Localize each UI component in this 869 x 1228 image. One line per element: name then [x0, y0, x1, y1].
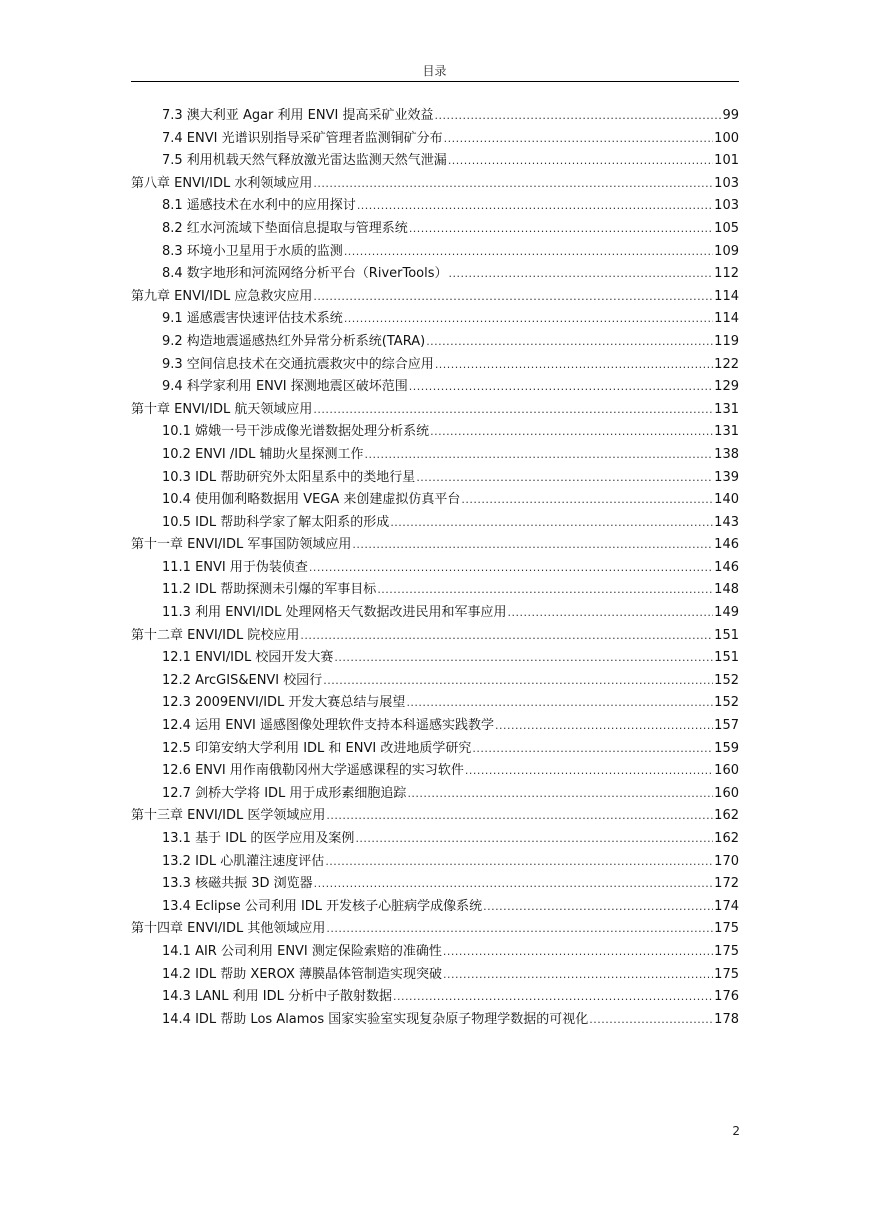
toc-section-entry[interactable]	[131, 940, 739, 963]
toc-section-entry[interactable]	[131, 714, 739, 737]
toc-entry-page: 122	[714, 356, 739, 372]
toc-dot-leader	[393, 990, 713, 1003]
toc-entry-title: 11.3 利用 ENVI/IDL 处理网格天气数据改进民用和军事应用	[162, 605, 507, 621]
toc-dot-leader	[465, 764, 713, 777]
toc-entry-title: 第十三章 ENVI/IDL 医学领域应用	[131, 808, 326, 824]
toc-chapter-entry[interactable]	[131, 624, 739, 647]
toc-entry-title: 第十二章 ENVI/IDL 院校应用	[131, 627, 300, 643]
toc-section-entry[interactable]	[131, 307, 739, 330]
toc-entry-title: 第十一章 ENVI/IDL 军事国防领域应用	[131, 537, 352, 553]
toc-entry-page: 148	[714, 582, 739, 598]
toc-entry-page: 143	[714, 514, 739, 530]
toc-entry-page: 146	[714, 537, 739, 553]
toc-dot-leader	[448, 154, 713, 167]
toc-section-entry[interactable]	[131, 330, 739, 353]
toc-entry-page: 152	[714, 672, 739, 688]
toc-section-entry[interactable]	[131, 420, 739, 443]
toc-section-entry[interactable]	[131, 375, 739, 398]
toc-entry-title: 第八章 ENVI/IDL 水利领域应用	[131, 175, 313, 191]
toc-chapter-entry[interactable]	[131, 533, 739, 556]
toc-entry-page: 151	[714, 627, 739, 643]
toc-section-entry[interactable]	[131, 240, 739, 263]
toc-entry-title: 9.2 构造地震遥感热红外异常分析系统(TARA)	[162, 333, 426, 349]
toc-dot-leader	[377, 583, 713, 596]
toc-dot-leader	[355, 832, 713, 845]
toc-dot-leader	[409, 222, 713, 235]
toc-entry-page: 175	[714, 966, 739, 982]
toc-entry-page: 157	[714, 718, 739, 734]
toc-dot-leader	[313, 290, 713, 303]
toc-section-entry[interactable]	[131, 556, 739, 579]
toc-entry-page: 162	[714, 831, 739, 846]
toc-dot-leader	[300, 629, 713, 642]
toc-section-entry[interactable]	[131, 963, 739, 986]
toc-entry-page: 174	[714, 898, 739, 914]
toc-dot-leader	[364, 448, 713, 461]
toc-entry-title: 8.4 数字地形和河流网络分析平台（RiverTools）	[162, 266, 448, 282]
toc-entry-page: 175	[714, 921, 739, 937]
toc-entry-title: 10.5 IDL 帮助科学家了解太阳系的形成	[162, 514, 390, 530]
toc-entry-page: 101	[714, 153, 739, 169]
toc-entry-title: 8.2 红水河流域下垫面信息提取与管理系统	[162, 220, 408, 236]
toc-dot-leader	[444, 132, 714, 145]
toc-entry-title: 第十章 ENVI/IDL 航天领域应用	[131, 401, 313, 417]
toc-entry-title: 13.1 基于 IDL 的医学应用及案例	[162, 831, 355, 846]
toc-entry-title: 第十四章 ENVI/IDL 其他领域应用	[131, 921, 326, 937]
toc-dot-leader	[313, 177, 713, 190]
toc-chapter-entry[interactable]	[131, 804, 739, 827]
toc-entry-page: 131	[714, 424, 739, 440]
toc-section-entry[interactable]	[131, 737, 739, 760]
toc-entry-page: 140	[714, 492, 739, 508]
toc-dot-leader	[443, 945, 713, 958]
toc-entry-page: 146	[714, 559, 739, 575]
toc-section-entry[interactable]	[131, 353, 739, 376]
toc-entry-page: 103	[714, 198, 739, 214]
toc-section-entry[interactable]	[131, 1008, 739, 1031]
toc-entry-title: 7.3 澳大利亚 Agar 利用 ENVI 提高采矿业效益	[162, 108, 434, 123]
toc-section-entry[interactable]	[131, 466, 739, 489]
toc-section-entry[interactable]	[131, 578, 739, 601]
toc-entry-page: 100	[714, 130, 739, 146]
toc-dot-leader	[472, 742, 713, 755]
toc-dot-leader	[434, 109, 721, 122]
toc-entry-title: 第九章 ENVI/IDL 应急救灾应用	[131, 288, 313, 304]
toc-dot-leader	[430, 425, 713, 438]
toc-entry-page: 152	[714, 695, 739, 711]
toc-dot-leader	[407, 787, 713, 800]
toc-dot-leader	[435, 358, 713, 371]
toc-dot-leader	[461, 493, 713, 506]
toc-entry-page: 138	[714, 446, 739, 462]
toc-entry-title: 11.1 ENVI 用于伪装侦查	[162, 559, 308, 575]
toc-entry-title: 12.2 ArcGIS&ENVI 校园行	[162, 672, 323, 688]
toc-dot-leader	[309, 561, 713, 574]
toc-dot-leader	[390, 516, 713, 529]
toc-entry-page: 129	[714, 379, 739, 395]
toc-dot-leader	[325, 855, 713, 868]
toc-dot-leader	[323, 674, 713, 687]
toc-entry-title: 13.2 IDL 心肌灌注速度评估	[162, 853, 325, 869]
toc-entry-title: 9.1 遥感震害快速评估技术系统	[162, 311, 343, 327]
toc-entry-page: 112	[714, 266, 739, 282]
toc-entry-page: 149	[714, 605, 739, 621]
toc-entry-page: 139	[714, 469, 739, 485]
toc-entry-title: 14.2 IDL 帮助 XEROX 薄膜晶体管制造实现突破	[162, 966, 443, 982]
toc-dot-leader	[344, 245, 713, 258]
toc-entry-title: 8.1 遥感技术在水利中的应用探讨	[162, 198, 356, 214]
toc-dot-leader	[495, 719, 713, 732]
toc-entry-title: 10.2 ENVI /IDL 辅助火星探测工作	[162, 446, 364, 462]
toc-entry-page: 162	[714, 808, 739, 824]
toc-dot-leader	[483, 900, 713, 913]
toc-section-entry[interactable]	[131, 691, 739, 714]
toc-entry-title: 10.1 嫦娥一号干涉成像光谱数据处理分析系统	[162, 424, 430, 440]
toc-section-entry[interactable]	[131, 127, 739, 150]
toc-entry-title: 14.4 IDL 帮助 Los Alamos 国家实验室实现复杂原子物理学数据的可视化	[162, 1011, 589, 1027]
page-number: 2	[732, 1124, 740, 1138]
toc-dot-leader	[334, 651, 713, 664]
toc-entry-title: 13.3 核磁共振 3D 浏览器	[162, 876, 313, 892]
toc-entry-page: 159	[714, 740, 739, 756]
toc-chapter-entry[interactable]	[131, 398, 739, 421]
toc-entry-page: 160	[714, 785, 739, 801]
toc-dot-leader	[449, 267, 714, 280]
toc-dot-leader	[314, 877, 714, 890]
toc-entry-title: 10.3 IDL 帮助研究外太阳星系中的类地行星	[162, 469, 416, 485]
toc-entry-page: 151	[714, 650, 739, 666]
toc-dot-leader	[344, 312, 713, 325]
toc-section-entry[interactable]	[131, 782, 739, 805]
header-title: 目录	[422, 64, 447, 78]
toc-entry-page: 105	[714, 220, 739, 236]
toc-entry-title: 12.1 ENVI/IDL 校园开发大赛	[162, 650, 334, 666]
toc-entry-page: 109	[714, 243, 739, 259]
toc-entry-page: 114	[714, 288, 739, 304]
toc-section-entry[interactable]	[131, 985, 739, 1008]
toc-chapter-entry[interactable]	[131, 917, 739, 940]
toc-chapter-entry[interactable]	[131, 285, 739, 308]
toc-section-entry[interactable]	[131, 217, 739, 240]
toc-entry-title: 13.4 Eclipse 公司利用 IDL 开发核子心脏病学成像系统	[162, 898, 483, 914]
toc-entry-page: 170	[714, 853, 739, 869]
toc-dot-leader	[406, 696, 713, 709]
toc-entry-page: 178	[714, 1011, 739, 1027]
toc-entry-page: 131	[714, 401, 739, 417]
toc-dot-leader	[352, 538, 713, 551]
toc-dot-leader	[426, 335, 713, 348]
toc-section-entry[interactable]	[131, 194, 739, 217]
toc-entry-title: 7.4 ENVI 光谱识别指导采矿管理者监测铜矿分布	[162, 130, 443, 146]
toc-dot-leader	[357, 199, 713, 212]
toc-section-entry[interactable]	[131, 104, 739, 127]
toc-section-entry[interactable]	[131, 149, 739, 172]
toc-dot-leader	[409, 380, 713, 393]
toc-dot-leader	[443, 968, 713, 981]
toc-section-entry[interactable]	[131, 759, 739, 782]
toc-chapter-entry[interactable]	[131, 172, 739, 195]
toc-entry-title: 14.3 LANL 利用 IDL 分析中子散射数据	[162, 989, 392, 1005]
toc-section-entry[interactable]	[131, 262, 739, 285]
toc-dot-leader	[416, 471, 713, 484]
toc-section-entry[interactable]	[131, 827, 739, 850]
toc-entry-title: 10.4 使用伽利略数据用 VEGA 来创建虚拟仿真平台	[162, 492, 461, 508]
toc-entry-page: 103	[714, 175, 739, 191]
toc-entry-title: 12.4 运用 ENVI 遥感图像处理软件支持本科遥感实践教学	[162, 718, 495, 734]
toc-section-entry[interactable]	[131, 488, 739, 511]
toc-section-entry[interactable]	[131, 646, 739, 669]
toc-entry-page: 172	[714, 876, 739, 892]
toc-entry-title: 9.4 科学家利用 ENVI 探测地震区破坏范围	[162, 379, 408, 395]
toc-dot-leader	[326, 809, 713, 822]
toc-entry-page: 175	[714, 943, 739, 959]
toc-section-entry[interactable]	[131, 850, 739, 873]
toc-entry-page: 99	[722, 108, 739, 123]
table-of-contents	[131, 104, 739, 1030]
toc-dot-leader	[507, 606, 713, 619]
toc-dot-leader	[589, 1013, 713, 1026]
toc-entry-page: 160	[714, 763, 739, 779]
toc-section-entry[interactable]	[131, 872, 739, 895]
toc-entry-page: 176	[714, 989, 739, 1005]
toc-entry-title: 7.5 利用机载天然气释放激光雷达监测天然气泄漏	[162, 153, 447, 169]
toc-entry-page: 119	[714, 333, 739, 349]
toc-section-entry[interactable]	[131, 895, 739, 918]
toc-entry-title: 12.5 印第安纳大学利用 IDL 和 ENVI 改进地质学研究	[162, 740, 472, 756]
toc-section-entry[interactable]	[131, 443, 739, 466]
header-rule	[131, 81, 739, 82]
toc-section-entry[interactable]	[131, 601, 739, 624]
toc-section-entry[interactable]	[131, 669, 739, 692]
toc-dot-leader	[313, 403, 713, 416]
toc-entry-title: 8.3 环境小卫星用于水质的监测	[162, 243, 343, 259]
toc-entry-title: 12.3 2009ENVI/IDL 开发大赛总结与展望	[162, 695, 406, 711]
toc-section-entry[interactable]	[131, 511, 739, 534]
toc-dot-leader	[326, 922, 713, 935]
toc-entry-page: 114	[714, 311, 739, 327]
toc-entry-title: 11.2 IDL 帮助探测未引爆的军事目标	[162, 582, 377, 598]
toc-entry-title: 12.6 ENVI 用作南俄勒冈州大学遥感课程的实习软件	[162, 763, 464, 779]
toc-entry-title: 14.1 AIR 公司利用 ENVI 测定保险索赔的准确性	[162, 943, 442, 959]
toc-entry-title: 12.7 剑桥大学将 IDL 用于成形素细胞追踪	[162, 785, 407, 801]
toc-entry-title: 9.3 空间信息技术在交通抗震救灾中的综合应用	[162, 356, 434, 372]
